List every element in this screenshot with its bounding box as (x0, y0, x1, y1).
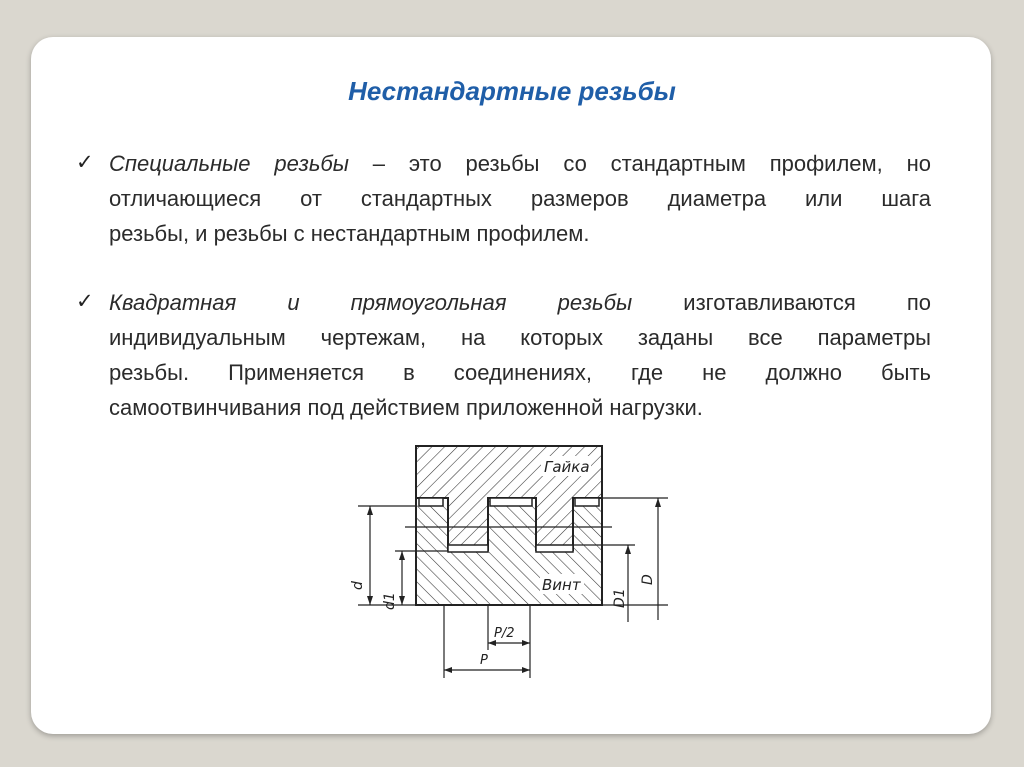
square-thread-drawing (340, 438, 680, 688)
screw-label: Винт (542, 576, 581, 594)
bullet-line: резьбы. Применяется в соединениях, где не должно быть (109, 360, 931, 385)
bullet-special-threads (109, 146, 931, 251)
slide-title: Нестандартные резьбы (348, 76, 676, 106)
dimension-D: D (640, 574, 656, 585)
checkmark-icon: ✓ (76, 150, 94, 174)
dimension-d: d (350, 581, 366, 590)
checkmark-icon: ✓ (76, 289, 94, 313)
nut-label: Гайка (544, 458, 590, 476)
dimension-D1: D1 (612, 588, 628, 608)
bullet-line: самоотвинчивания под действием приложенной нагрузки. (109, 395, 703, 420)
bullet-line: отличающиеся от стандартных размеров диаметра или шага (109, 186, 931, 211)
bullet-line: резьбы, и резьбы с нестандартным профилем. (109, 221, 590, 246)
dimension-P: P (480, 653, 488, 668)
bullet-line: индивидуальным чертежам, на которых заданы все параметры (109, 325, 931, 350)
dimension-d1: d1 (382, 592, 398, 610)
dimension-P-half: P/2 (494, 626, 515, 641)
bullet-square-threads (109, 285, 931, 425)
bullet-line: Специальные резьбы – это резьбы со стандартным профилем, но (109, 151, 931, 176)
bullet-line: Квадратная и прямоугольная резьбы изготавливаются по (109, 290, 932, 315)
